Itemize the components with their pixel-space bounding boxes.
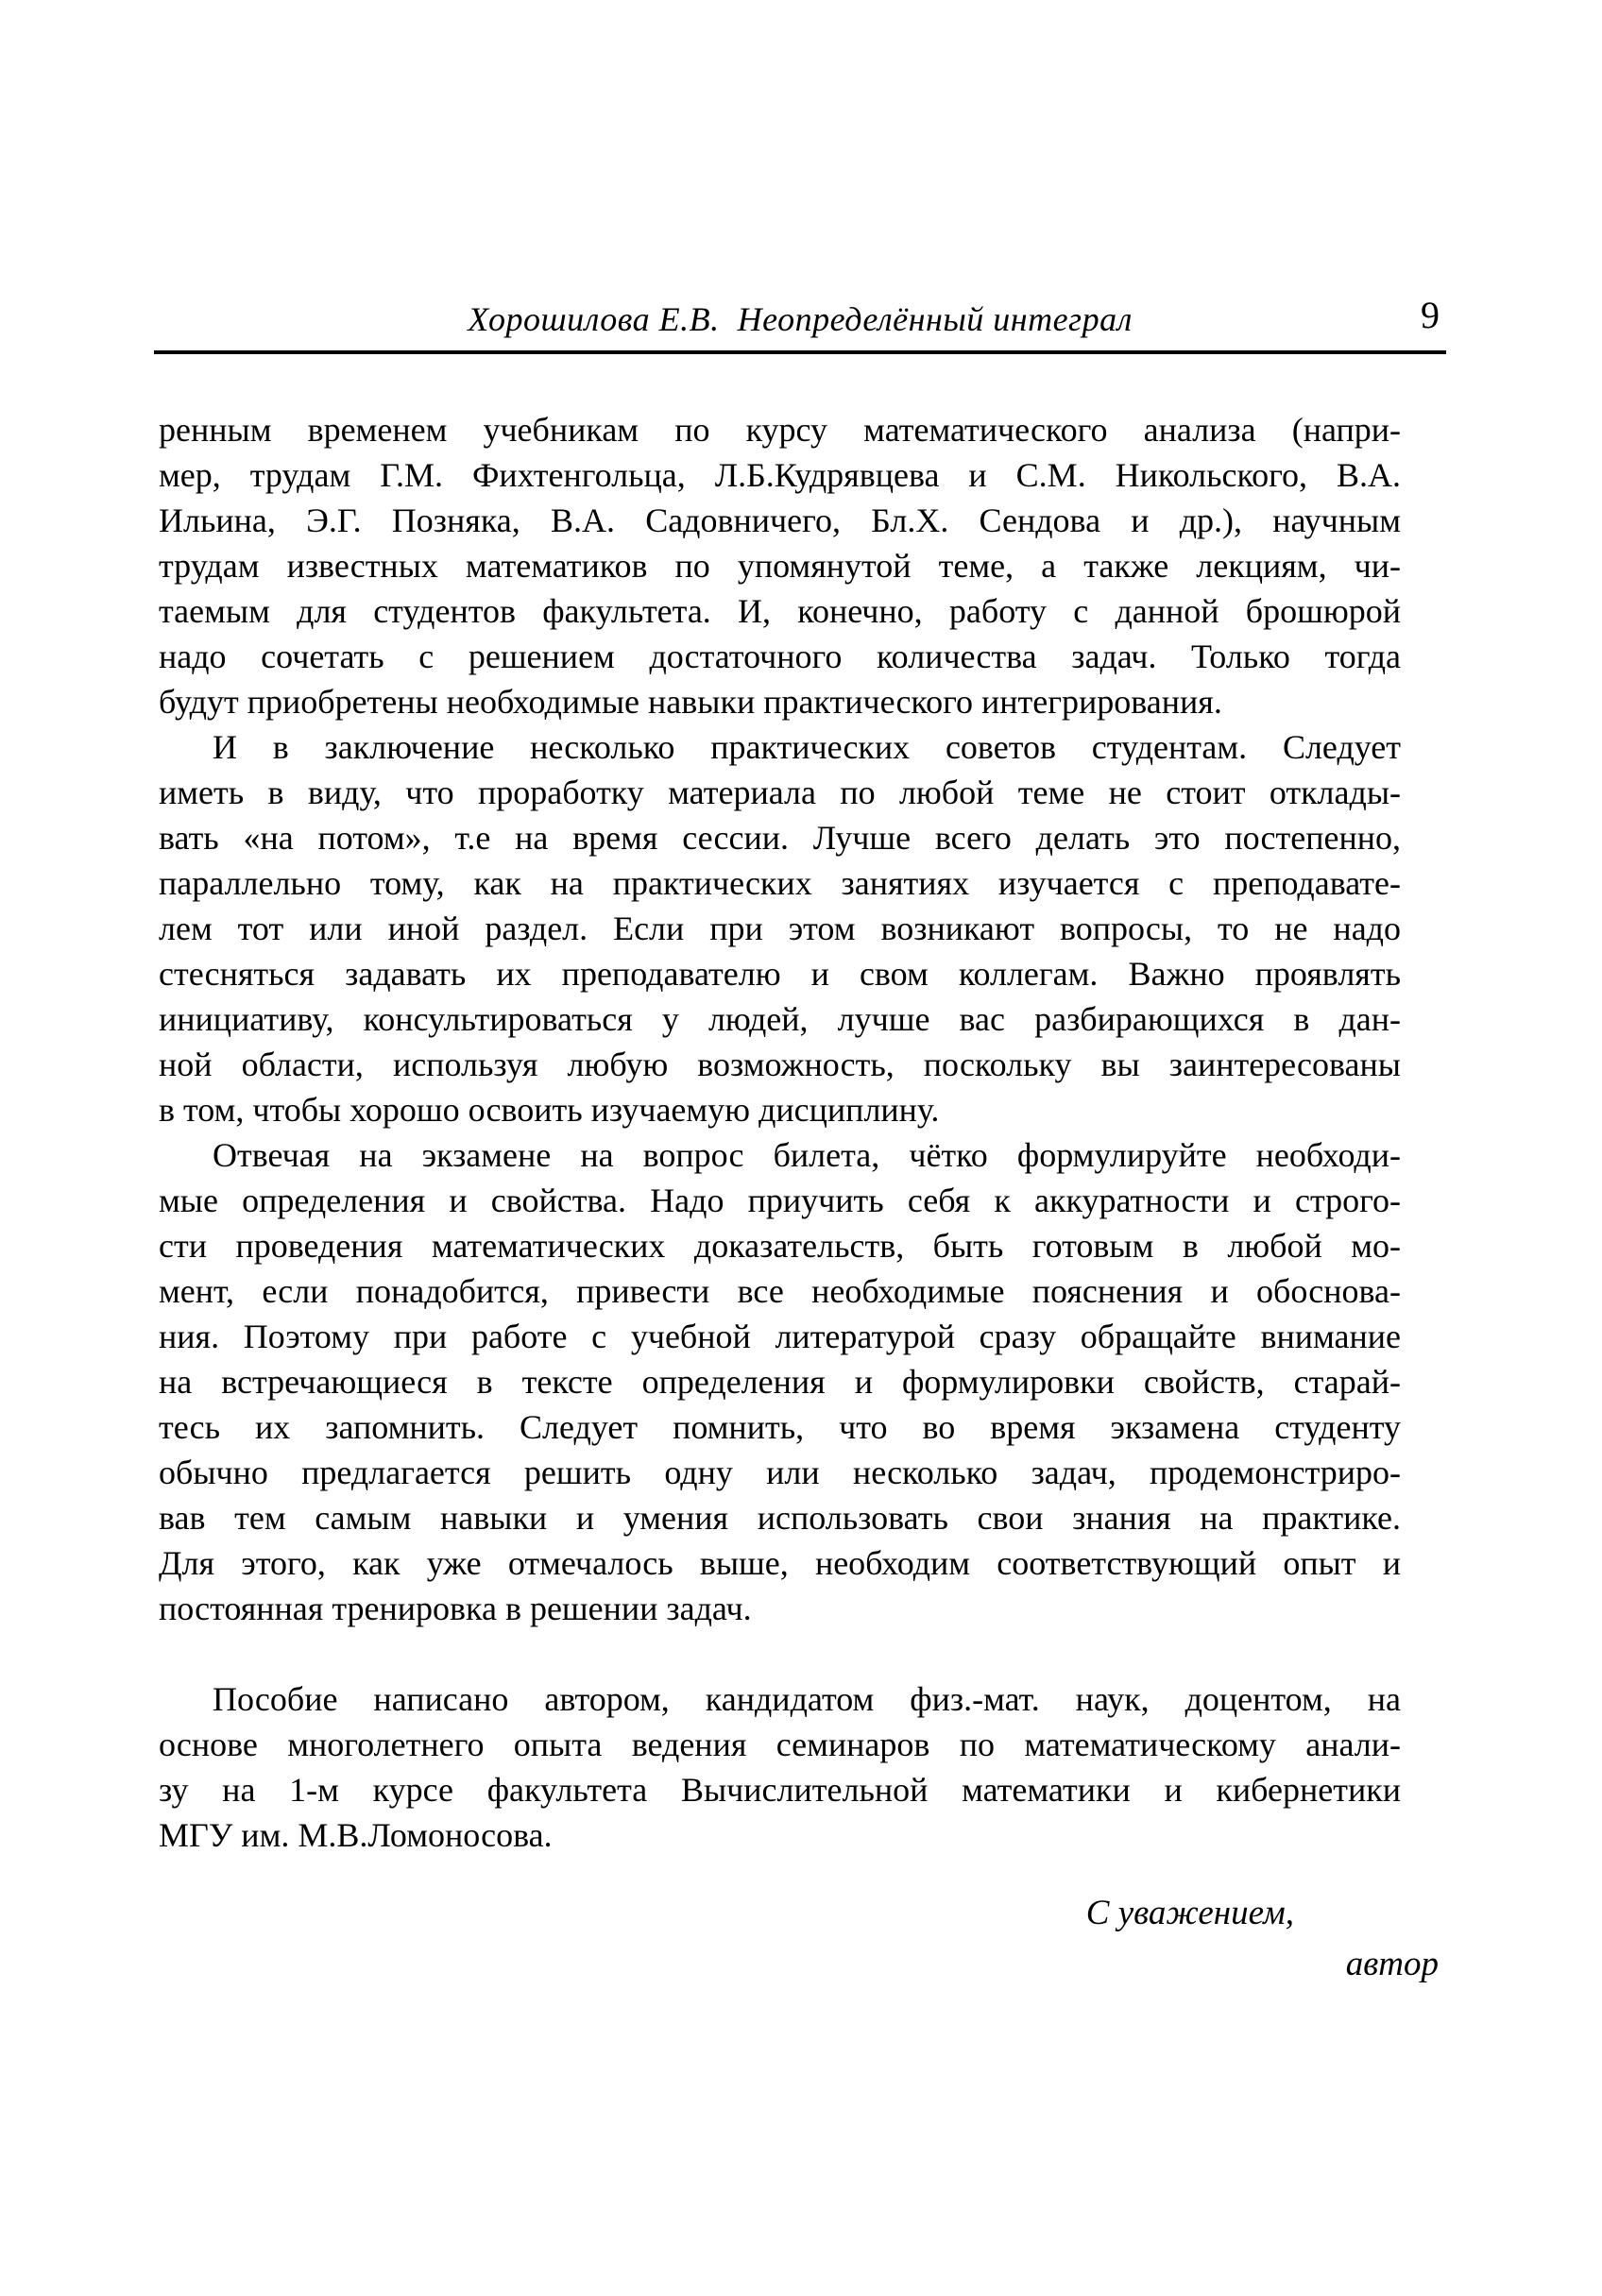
text-line: параллельно тому, как на практических занятиях изучается с преподавате- — [159, 864, 1401, 902]
text-line: на встречающиеся в тексте определения и формулировки свойств, старай- — [159, 1363, 1401, 1401]
text-line: зу на 1-м курсе факультета Вычислительной математики и кибернетики — [159, 1771, 1401, 1809]
text-line: МГУ им. М.В.Ломоносова. — [159, 1816, 553, 1854]
text-line: тесь их запомнить. Следует помнить, что во время экзамена студенту — [159, 1408, 1401, 1446]
text-line: ния. Поэтому при работе с учебной литературой сразу обращайте внимание — [159, 1318, 1401, 1355]
text-line: в том, чтобы хорошо освоить изучаемую дисциплину. — [159, 1091, 940, 1129]
text-line: Для этого, как уже отмечалось выше, необходим соответствующий опыт и — [159, 1544, 1401, 1582]
text-line: вать «на потом», т.е на время сессии. Лучше всего делать это постепенно, — [159, 819, 1401, 857]
text-line: Отвечая на экзамене на вопрос билета, чётко формулируйте необходи- — [213, 1136, 1401, 1174]
closing-salutation: С уважением, — [1085, 1894, 1294, 1932]
page-body — [159, 407, 1401, 1858]
page-number: 9 — [1421, 294, 1440, 336]
running-header: Хорошилова Е.В. Неопределённый интеграл — [468, 300, 1133, 338]
text-line: трудам известных математиков по упомянутой теме, а также лекциям, чи- — [159, 547, 1401, 585]
text-line: вав тем самым навыки и умения использовать свои знания на практике. — [159, 1499, 1401, 1537]
text-line: лем тот или иной раздел. Если при этом возникают вопросы, то не надо — [159, 910, 1401, 947]
text-line: Пособие написано автором, кандидатом физ.-мат. наук, доцентом, на — [213, 1680, 1401, 1718]
text-line: таемым для студентов факультета. И, конечно, работу с данной брошюрой — [159, 592, 1401, 630]
text-line: И в заключение несколько практических советов студентам. Следует — [213, 728, 1401, 766]
text-line: мент, если понадобится, привести все необходимые пояснения и обоснова- — [159, 1272, 1401, 1310]
text-line: иметь в виду, что проработку материала по любой теме не стоит отклады- — [159, 774, 1401, 811]
text-line: ной области, используя любую возможность, поскольку вы заинтересованы — [159, 1046, 1401, 1083]
text-line: инициативу, консультироваться у людей, лучше вас разбирающихся в дан- — [159, 1000, 1401, 1038]
text-line: обычно предлагается решить одну или несколько задач, продемонстриро- — [159, 1454, 1401, 1491]
text-line: мер, трудам Г.М. Фихтенгольца, Л.Б.Кудрявцева и С.М. Никольского, В.А. — [159, 456, 1401, 494]
closing-author: автор — [1345, 1945, 1439, 1983]
text-line: будут приобретены необходимые навыки практического интегрирования. — [159, 683, 1222, 721]
text-line: мые определения и свойства. Надо приучить себя к аккуратности и строго- — [159, 1182, 1401, 1219]
text-line: основе многолетнего опыта ведения семинаров по математическому анали- — [159, 1726, 1401, 1763]
text-line: сти проведения математических доказательств, быть готовым в любой мо- — [159, 1227, 1401, 1265]
text-line: стесняться задавать их преподавателю и свом коллегам. Важно проявлять — [159, 955, 1401, 993]
text-line: надо сочетать с решением достаточного количества задач. Только тогда — [159, 638, 1401, 675]
header-rule — [154, 350, 1446, 354]
text-line: ренным временем учебникам по курсу математического анализа (напри- — [159, 411, 1401, 449]
text-line: постоянная тренировка в решении задач. — [159, 1590, 752, 1627]
text-line: Ильина, Э.Г. Позняка, В.А. Садовничего, Бл.Х. Сендова и др.), научным — [159, 502, 1401, 539]
